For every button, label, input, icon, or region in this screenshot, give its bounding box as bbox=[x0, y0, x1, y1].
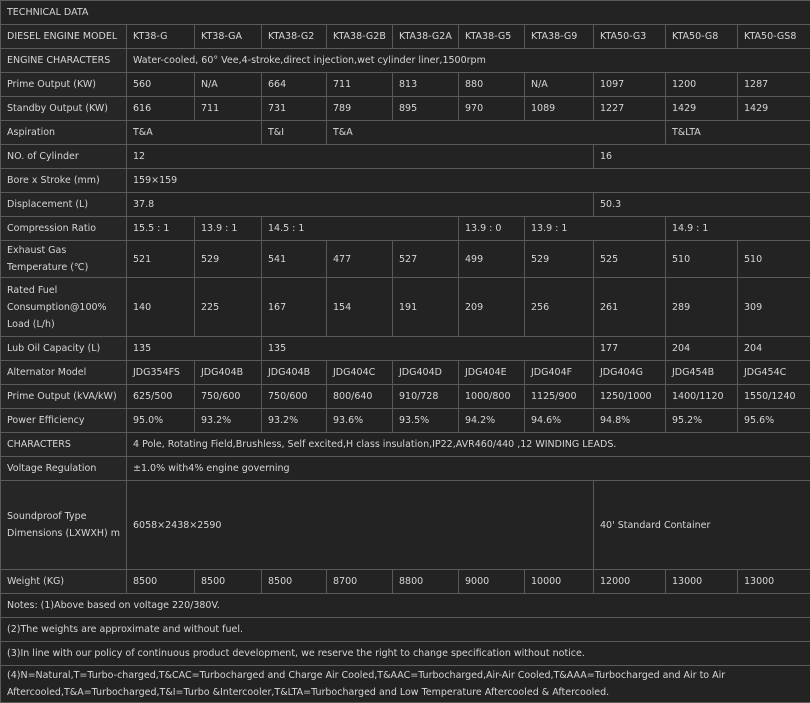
model-cell: KTA38-G5 bbox=[459, 25, 525, 49]
value-cell: 1089 bbox=[525, 97, 594, 121]
value-cell: 93.2% bbox=[195, 409, 262, 433]
row-label: Alternator Model bbox=[1, 361, 127, 385]
value-cell: JDG454B bbox=[666, 361, 738, 385]
note-text: Notes: (1)Above based on voltage 220/380V. bbox=[1, 594, 810, 618]
value-cell: 13000 bbox=[666, 570, 738, 594]
value-cell: T&LTA bbox=[666, 121, 810, 145]
value-cell: 8500 bbox=[195, 570, 262, 594]
value-cell: 1250/1000 bbox=[594, 385, 666, 409]
value-cell: 731 bbox=[262, 97, 327, 121]
row-label: Rated Fuel Consumption@100% Load (L/h) bbox=[1, 278, 127, 337]
model-cell: KTA38-G9 bbox=[525, 25, 594, 49]
value-cell: 510 bbox=[666, 241, 738, 278]
value-cell: 95.6% bbox=[738, 409, 810, 433]
value-cell: 204 bbox=[738, 337, 810, 361]
value-cell: 8800 bbox=[393, 570, 459, 594]
value-cell: 261 bbox=[594, 278, 666, 337]
value-cell: 93.5% bbox=[393, 409, 459, 433]
alternator-row bbox=[1, 361, 810, 385]
value-cell: 50.3 bbox=[594, 193, 810, 217]
value-cell: 510 bbox=[738, 241, 810, 278]
row-label: Aspiration bbox=[1, 121, 127, 145]
value-cell: 93.2% bbox=[262, 409, 327, 433]
exhaust-row bbox=[1, 241, 810, 278]
value-cell: 541 bbox=[262, 241, 327, 278]
value-cell: T&A bbox=[127, 121, 262, 145]
note-text: (4)N=Natural,T=Turbo-charged,T&CAC=Turbocharged and Charge Air Cooled,T&AAC=Turbocharged,Air-Air Cooled,T&AAA=Turbocharged and Air to Air Aftercooled,T&A=Turbocharged,T&I=Turbo &Intercooler,T&LTA=Turbocharged and Low Temperature Aftercooled & Aftercooled. bbox=[1, 666, 810, 703]
value-cell: 625/500 bbox=[127, 385, 195, 409]
value-cell: 1200 bbox=[666, 73, 738, 97]
value-cell: 880 bbox=[459, 73, 525, 97]
value-cell: 309 bbox=[738, 278, 810, 337]
row-label: Voltage Regulation bbox=[1, 457, 127, 481]
row-label: CHARACTERS bbox=[1, 433, 127, 457]
value-cell: 1227 bbox=[594, 97, 666, 121]
fuel-row bbox=[1, 278, 810, 337]
value-cell: 8500 bbox=[262, 570, 327, 594]
row-label: Displacement (L) bbox=[1, 193, 127, 217]
engine-characters-row bbox=[1, 49, 810, 73]
value-cell: 1287 bbox=[738, 73, 810, 97]
value-cell: 664 bbox=[262, 73, 327, 97]
row-label: Prime Output (kVA/kW) bbox=[1, 385, 127, 409]
value-cell: 204 bbox=[666, 337, 738, 361]
note-text: (2)The weights are approximate and without fuel. bbox=[1, 618, 810, 642]
value-cell: JDG354FS bbox=[127, 361, 195, 385]
value-cell: 527 bbox=[393, 241, 459, 278]
value-cell: 159×159 bbox=[127, 169, 810, 193]
value-cell: 1429 bbox=[666, 97, 738, 121]
efficiency-row bbox=[1, 409, 810, 433]
value-cell: 1550/1240 bbox=[738, 385, 810, 409]
value-cell: 95.2% bbox=[666, 409, 738, 433]
value-cell: JDG404G bbox=[594, 361, 666, 385]
value-cell: 8500 bbox=[127, 570, 195, 594]
value-cell: 225 bbox=[195, 278, 262, 337]
value-cell: 800/640 bbox=[327, 385, 393, 409]
model-cell: KTA50-G3 bbox=[594, 25, 666, 49]
value-cell: 93.6% bbox=[327, 409, 393, 433]
model-cell: KTA38-G2A bbox=[393, 25, 459, 49]
engine-model-row bbox=[1, 25, 810, 49]
row-label: DIESEL ENGINE MODEL bbox=[1, 25, 127, 49]
value-cell: T&A bbox=[327, 121, 666, 145]
value-cell: 140 bbox=[127, 278, 195, 337]
displacement-row bbox=[1, 193, 810, 217]
row-label: Power Efficiency bbox=[1, 409, 127, 433]
value-cell: 177 bbox=[594, 337, 666, 361]
value-cell: 711 bbox=[327, 73, 393, 97]
model-cell: KTA50-G8 bbox=[666, 25, 738, 49]
value-cell: 13.9 : 0 bbox=[459, 217, 525, 241]
table-title: TECHNICAL DATA bbox=[1, 1, 810, 25]
value-cell: JDG404E bbox=[459, 361, 525, 385]
soundproof-row bbox=[1, 481, 810, 570]
cylinder-row bbox=[1, 145, 810, 169]
row-label: ENGINE CHARACTERS bbox=[1, 49, 127, 73]
value-cell: T&I bbox=[262, 121, 327, 145]
value-cell: 1400/1120 bbox=[666, 385, 738, 409]
standby-kw-row bbox=[1, 97, 810, 121]
value-cell: 10000 bbox=[525, 570, 594, 594]
note-row bbox=[1, 666, 810, 703]
value-cell: 40' Standard Container bbox=[594, 481, 810, 570]
value-cell: 970 bbox=[459, 97, 525, 121]
engine-characters-value: Water-cooled, 60° Vee,4-stroke,direct injection,wet cylinder liner,1500rpm bbox=[127, 49, 810, 73]
value-cell: 529 bbox=[525, 241, 594, 278]
value-cell: 14.5 : 1 bbox=[262, 217, 459, 241]
row-label: Exhaust Gas Temperature (℃) bbox=[1, 241, 127, 278]
bore-stroke-row bbox=[1, 169, 810, 193]
value-cell: ±1.0% with4% engine governing bbox=[127, 457, 810, 481]
value-cell: 8700 bbox=[327, 570, 393, 594]
value-cell: 256 bbox=[525, 278, 594, 337]
value-cell: 4 Pole, Rotating Field,Brushless, Self excited,H class insulation,IP22,AVR460/440 ,12 WINDING LEADS. bbox=[127, 433, 810, 457]
value-cell: 910/728 bbox=[393, 385, 459, 409]
value-cell: 94.6% bbox=[525, 409, 594, 433]
value-cell: 209 bbox=[459, 278, 525, 337]
model-cell: KTA38-G2 bbox=[262, 25, 327, 49]
value-cell: 616 bbox=[127, 97, 195, 121]
weight-row bbox=[1, 570, 810, 594]
row-label: Compression Ratio bbox=[1, 217, 127, 241]
row-label: Prime Output (KW) bbox=[1, 73, 127, 97]
model-cell: KTA38-G2B bbox=[327, 25, 393, 49]
aspiration-row bbox=[1, 121, 810, 145]
value-cell: 13.9 : 1 bbox=[525, 217, 666, 241]
row-label: Lub Oil Capacity (L) bbox=[1, 337, 127, 361]
prime-kva-row bbox=[1, 385, 810, 409]
value-cell: 1429 bbox=[738, 97, 810, 121]
compression-row bbox=[1, 217, 810, 241]
characters-row bbox=[1, 433, 810, 457]
note-text: (3)In line with our policy of continuous product development, we reserve the right to change specification without notice. bbox=[1, 642, 810, 666]
value-cell: 154 bbox=[327, 278, 393, 337]
value-cell: 1125/900 bbox=[525, 385, 594, 409]
value-cell: JDG404F bbox=[525, 361, 594, 385]
value-cell: 789 bbox=[327, 97, 393, 121]
value-cell: JDG404D bbox=[393, 361, 459, 385]
value-cell: 813 bbox=[393, 73, 459, 97]
value-cell: 12000 bbox=[594, 570, 666, 594]
value-cell: 529 bbox=[195, 241, 262, 278]
voltage-regulation-row bbox=[1, 457, 810, 481]
value-cell: JDG404B bbox=[195, 361, 262, 385]
value-cell: 167 bbox=[262, 278, 327, 337]
row-label: Weight (KG) bbox=[1, 570, 127, 594]
value-cell: 14.9 : 1 bbox=[666, 217, 810, 241]
value-cell: 191 bbox=[393, 278, 459, 337]
value-cell: 13.9 : 1 bbox=[195, 217, 262, 241]
value-cell: 13000 bbox=[738, 570, 810, 594]
value-cell: 750/600 bbox=[262, 385, 327, 409]
value-cell: N/A bbox=[525, 73, 594, 97]
value-cell: 135 bbox=[262, 337, 594, 361]
value-cell: 521 bbox=[127, 241, 195, 278]
row-label: Bore x Stroke (mm) bbox=[1, 169, 127, 193]
row-label: NO. of Cylinder bbox=[1, 145, 127, 169]
value-cell: JDG404C bbox=[327, 361, 393, 385]
value-cell: 1000/800 bbox=[459, 385, 525, 409]
value-cell: 94.2% bbox=[459, 409, 525, 433]
value-cell: 12 bbox=[127, 145, 594, 169]
model-cell: KT38-GA bbox=[195, 25, 262, 49]
value-cell: JDG454C bbox=[738, 361, 810, 385]
row-label: Standby Output (KW) bbox=[1, 97, 127, 121]
note-row bbox=[1, 642, 810, 666]
value-cell: 15.5 : 1 bbox=[127, 217, 195, 241]
value-cell: 895 bbox=[393, 97, 459, 121]
prime-kw-row bbox=[1, 73, 810, 97]
value-cell: 9000 bbox=[459, 570, 525, 594]
value-cell: 37.8 bbox=[127, 193, 594, 217]
model-cell: KT38-G bbox=[127, 25, 195, 49]
value-cell: 16 bbox=[594, 145, 810, 169]
value-cell: 525 bbox=[594, 241, 666, 278]
value-cell: 750/600 bbox=[195, 385, 262, 409]
row-label: Soundproof Type Dimensions (LXWXH) m bbox=[1, 481, 127, 570]
value-cell: 94.8% bbox=[594, 409, 666, 433]
value-cell: 499 bbox=[459, 241, 525, 278]
value-cell: 711 bbox=[195, 97, 262, 121]
value-cell: 6058×2438×2590 bbox=[127, 481, 594, 570]
value-cell: 289 bbox=[666, 278, 738, 337]
value-cell: 135 bbox=[127, 337, 262, 361]
title-row bbox=[1, 1, 810, 25]
value-cell: 95.0% bbox=[127, 409, 195, 433]
value-cell: 1097 bbox=[594, 73, 666, 97]
value-cell: N/A bbox=[195, 73, 262, 97]
value-cell: 560 bbox=[127, 73, 195, 97]
note-row bbox=[1, 618, 810, 642]
model-cell: KTA50-GS8 bbox=[738, 25, 810, 49]
value-cell: 477 bbox=[327, 241, 393, 278]
value-cell: JDG404B bbox=[262, 361, 327, 385]
note-row bbox=[1, 594, 810, 618]
lub-oil-row bbox=[1, 337, 810, 361]
